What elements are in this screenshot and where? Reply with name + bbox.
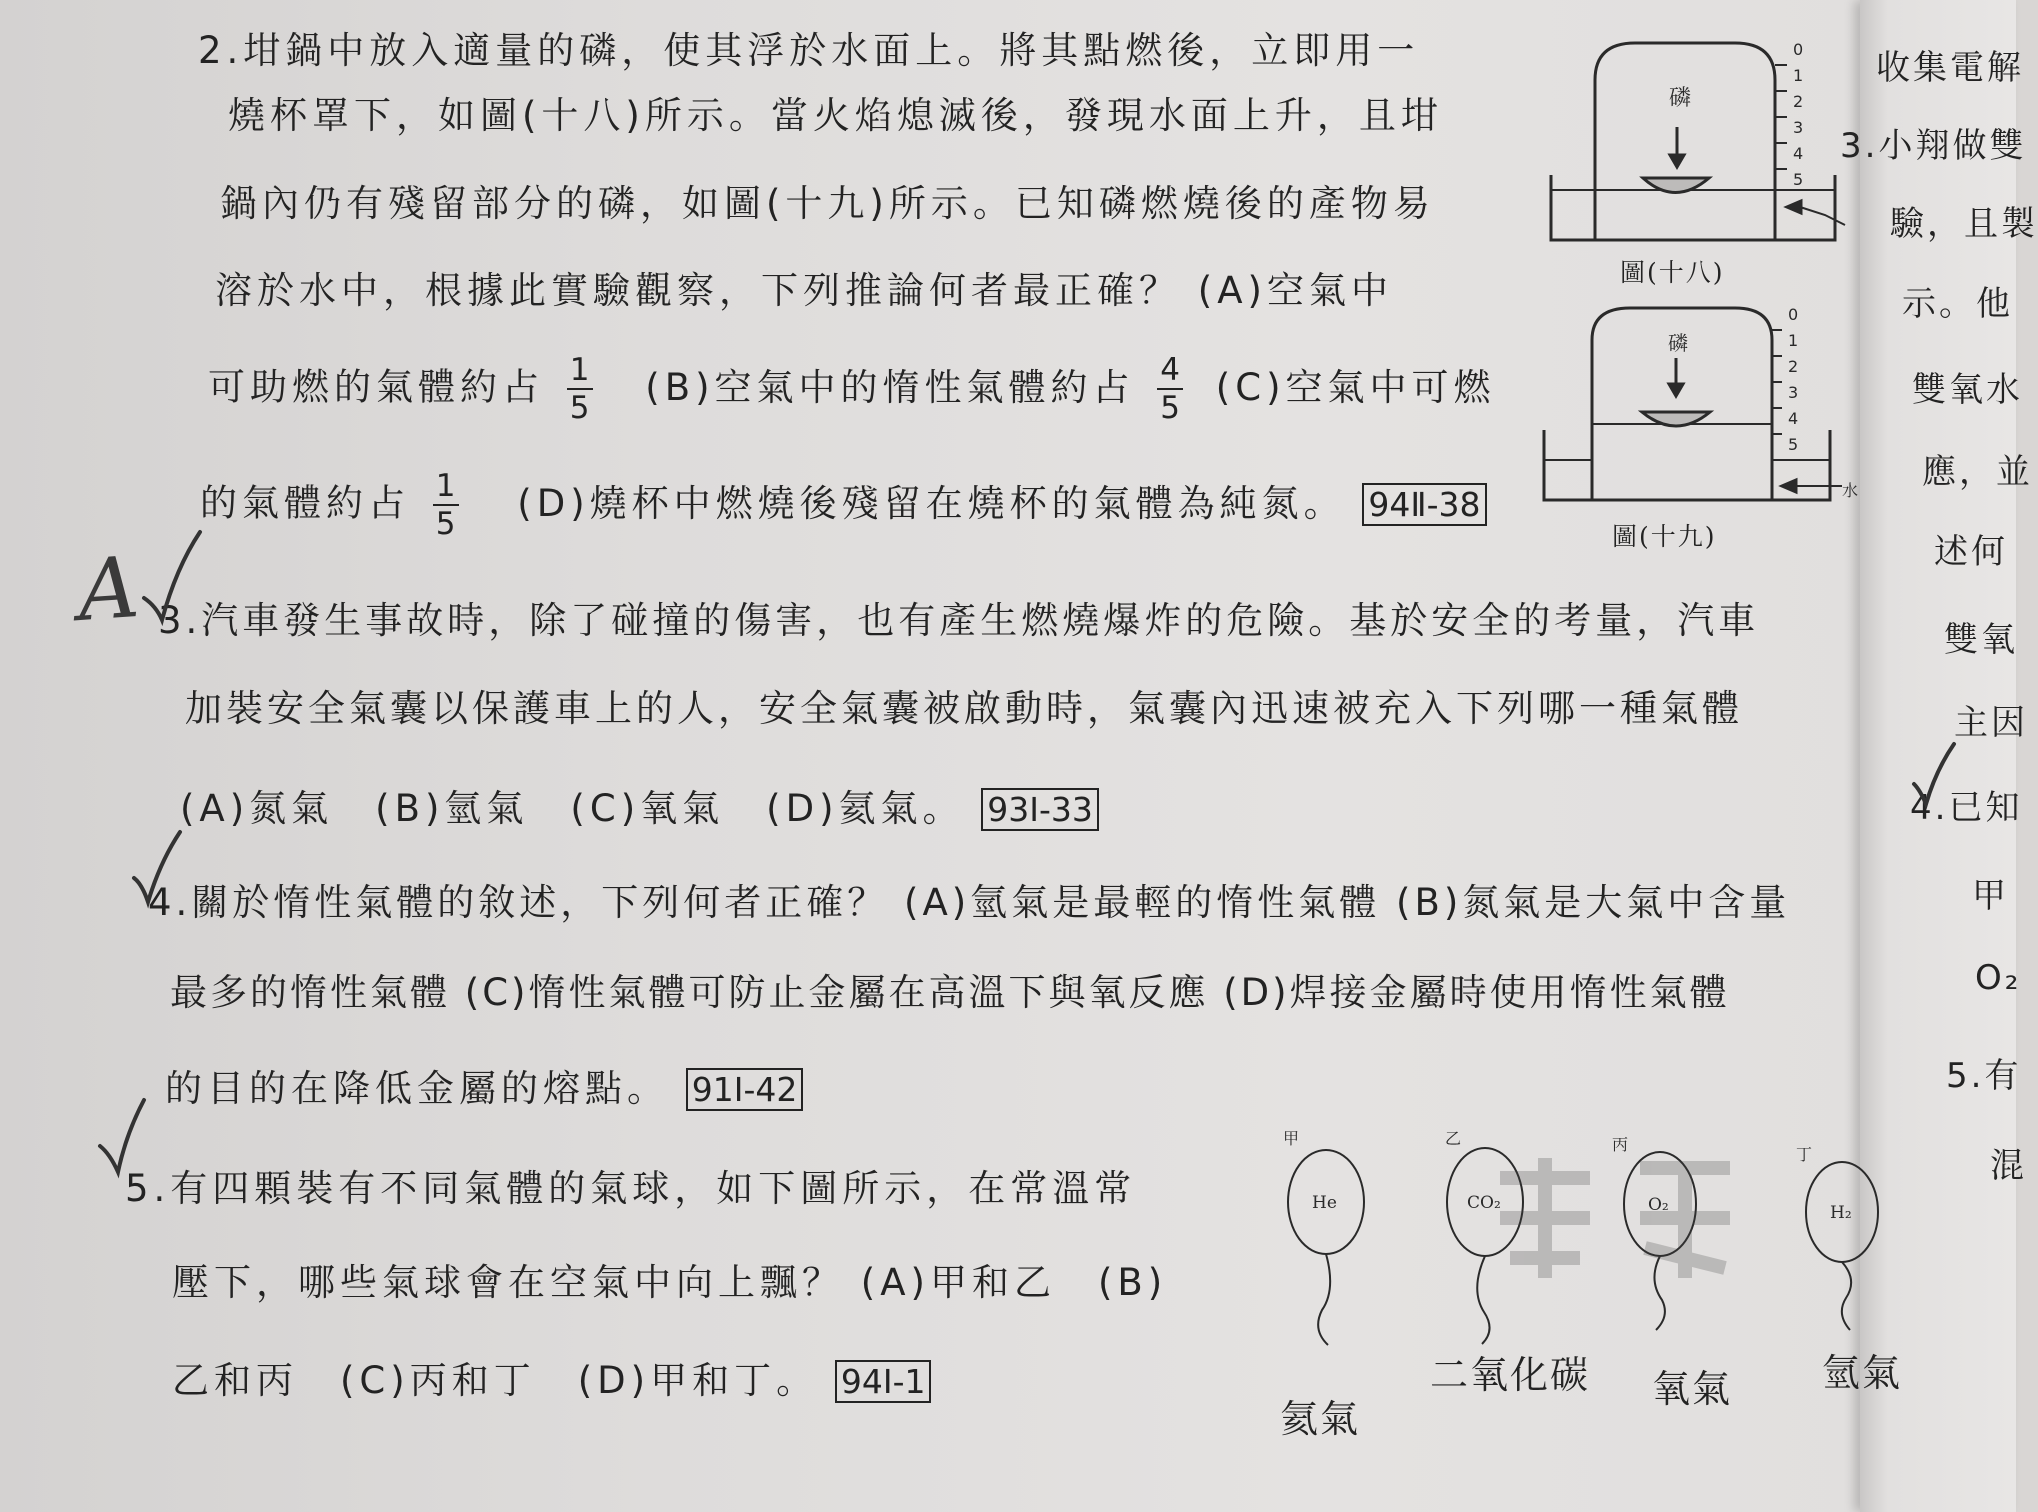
stamp-watermark bbox=[1470, 1138, 1760, 1298]
q3-options: (A)氮氣 (B)氫氣 (C)氧氣 (D)氦氣。 bbox=[180, 787, 965, 830]
balloon-tag: 乙 bbox=[1445, 1129, 1462, 1148]
q4-text: 的目的在降低金屬的熔點。 bbox=[165, 1067, 669, 1110]
side-text: 雙氧 bbox=[1944, 620, 2018, 660]
svg-text:4: 4 bbox=[1793, 144, 1804, 163]
q2-line-1: 2.坩鍋中放入適量的磷，使其浮於水面上。將其點燃後，立即用一 bbox=[198, 29, 1420, 72]
balloon-tag: 丙 bbox=[1612, 1135, 1629, 1154]
fraction-c: $\frac{1}{5}$ bbox=[433, 468, 459, 542]
svg-text:4: 4 bbox=[1788, 409, 1799, 428]
balloon-formula: He bbox=[1312, 1193, 1337, 1213]
side-text: 5.有 bbox=[1946, 1056, 2022, 1096]
q2-text: 可助燃的氣體約占 bbox=[208, 365, 544, 409]
check-mark-icon bbox=[130, 828, 190, 908]
check-mark-icon bbox=[138, 528, 208, 628]
svg-text:2: 2 bbox=[1793, 92, 1804, 111]
q5-line-2: 壓下，哪些氣球會在空氣中向上飄？ (A)甲和乙 (B) bbox=[172, 1261, 1168, 1304]
svg-text:1: 1 bbox=[1793, 66, 1804, 85]
figure-19-caption: 圖(十九) bbox=[1612, 522, 1717, 551]
balloon-name-oxygen: 氧氣 bbox=[1652, 1367, 1733, 1411]
svg-text:5: 5 bbox=[1788, 435, 1799, 454]
q2-line-4: 溶於水中，根據此實驗觀察，下列推論何者最正確？ (A)空氣中 bbox=[215, 269, 1393, 312]
q2-line-2: 燒杯罩下，如圖(十八)所示。當火焰熄滅後，發現水面上升，且坩 bbox=[228, 94, 1443, 137]
svg-text:3: 3 bbox=[1788, 383, 1799, 402]
q2-option-d: (D)燒杯中燃燒後殘留在燒杯的氣體為純氮。 bbox=[517, 481, 1346, 525]
side-text: 混 bbox=[1990, 1146, 2027, 1186]
balloon-name-co2: 二氧化碳 bbox=[1430, 1353, 1591, 1397]
figure-19-diagram bbox=[1520, 300, 1860, 520]
q4-line-2: 最多的惰性氣體 (C)惰性氣體可防止金屬在高溫下與氧反應 (D)焊接金屬時使用惰性氣體 bbox=[170, 971, 1730, 1014]
side-text: 述何 bbox=[1934, 532, 2008, 572]
svg-text:1: 1 bbox=[1788, 331, 1799, 350]
side-text: 收集電解 bbox=[1876, 48, 2024, 88]
q3-line-3 bbox=[180, 778, 1099, 832]
check-mark-icon bbox=[1910, 740, 1960, 810]
q2-text: 的氣體約占 bbox=[200, 481, 410, 525]
handwritten-answer: A bbox=[74, 538, 143, 640]
q4-line-1: 4.關於惰性氣體的敘述，下列何者正確？ (A)氫氣是最輕的惰性氣體 (B)氮氣是大氣中含量 bbox=[148, 881, 1791, 924]
side-text: 4.已知 bbox=[1910, 788, 2023, 828]
svg-text:3: 3 bbox=[1793, 118, 1804, 137]
q5-options: 乙和丙 (C)丙和丁 (D)甲和丁。 bbox=[172, 1359, 819, 1402]
q5-line-3 bbox=[172, 1350, 931, 1404]
balloon-name-helium: 氦氣 bbox=[1280, 1397, 1361, 1441]
fraction-b: $\frac{4}{5}$ bbox=[1157, 352, 1183, 426]
svg-text:5: 5 bbox=[1793, 170, 1804, 189]
q4-source-ref: 91Ⅰ-42 bbox=[686, 1068, 804, 1111]
q3-line-2: 加裝安全氣囊以保護車上的人，安全氣囊被啟動時，氣囊內迅速被充入下列哪一種氣體 bbox=[185, 687, 1743, 730]
figure-18-diagram bbox=[1525, 35, 1865, 285]
balloon-formula: CO₂ bbox=[1467, 1193, 1501, 1213]
q2-option-c: (C)空氣中可燃 bbox=[1215, 365, 1496, 409]
q3-source-ref: 93Ⅰ-33 bbox=[981, 788, 1099, 831]
side-text: 甲 bbox=[1972, 876, 2009, 916]
balloon-tag: 甲 bbox=[1283, 1129, 1300, 1148]
fig19-water-label: 水 bbox=[1842, 481, 1859, 500]
balloon-name-hydrogen: 氫氣 bbox=[1822, 1351, 1903, 1395]
balloon-tag: 丁 bbox=[1796, 1145, 1813, 1164]
svg-text:2: 2 bbox=[1788, 357, 1799, 376]
svg-text:0: 0 bbox=[1793, 40, 1804, 59]
q5-source-ref: 94Ⅰ-1 bbox=[835, 1360, 932, 1403]
balloon-formula: O₂ bbox=[1648, 1195, 1669, 1215]
side-text: 示。他 bbox=[1902, 284, 2013, 324]
side-text: 應，並 bbox=[1922, 452, 2033, 492]
side-text: O₂ bbox=[1975, 958, 2022, 998]
side-text: 主因 bbox=[1954, 703, 2028, 743]
q5-line-1: 5.有四顆裝有不同氣體的氣球，如下圖所示，在常溫常 bbox=[125, 1167, 1137, 1210]
q3-line-1: 3.汽車發生事故時，除了碰撞的傷害，也有產生燃燒爆炸的危險。基於安全的考量，汽車 bbox=[158, 599, 1760, 642]
figure-18-caption: 圖(十八) bbox=[1620, 258, 1725, 287]
fig18-phosphorus-label: 磷 bbox=[1669, 86, 1692, 111]
q2-option-b: (B)空氣中的惰性氣體約占 bbox=[645, 365, 1135, 409]
q2-source-ref: 94Ⅱ-38 bbox=[1362, 483, 1486, 526]
fig19-phosphorus-label: 磷 bbox=[1668, 331, 1688, 355]
q2-line-5 bbox=[208, 352, 1496, 426]
q2-line-6 bbox=[200, 468, 1487, 542]
side-text: 雙氧水 bbox=[1912, 370, 2023, 410]
fraction-a: $\frac{1}{5}$ bbox=[567, 352, 593, 426]
svg-text:0: 0 bbox=[1788, 305, 1799, 324]
side-text: 驗，且製 bbox=[1890, 204, 2038, 244]
q2-line-3: 鍋內仍有殘留部分的磷，如圖(十九)所示。已知磷燃燒後的產物易 bbox=[220, 182, 1435, 225]
side-text: 3.小翔做雙 bbox=[1840, 126, 2027, 166]
q4-line-3 bbox=[165, 1058, 803, 1112]
check-mark-icon bbox=[96, 1096, 156, 1176]
balloon-formula: H₂ bbox=[1830, 1203, 1852, 1223]
